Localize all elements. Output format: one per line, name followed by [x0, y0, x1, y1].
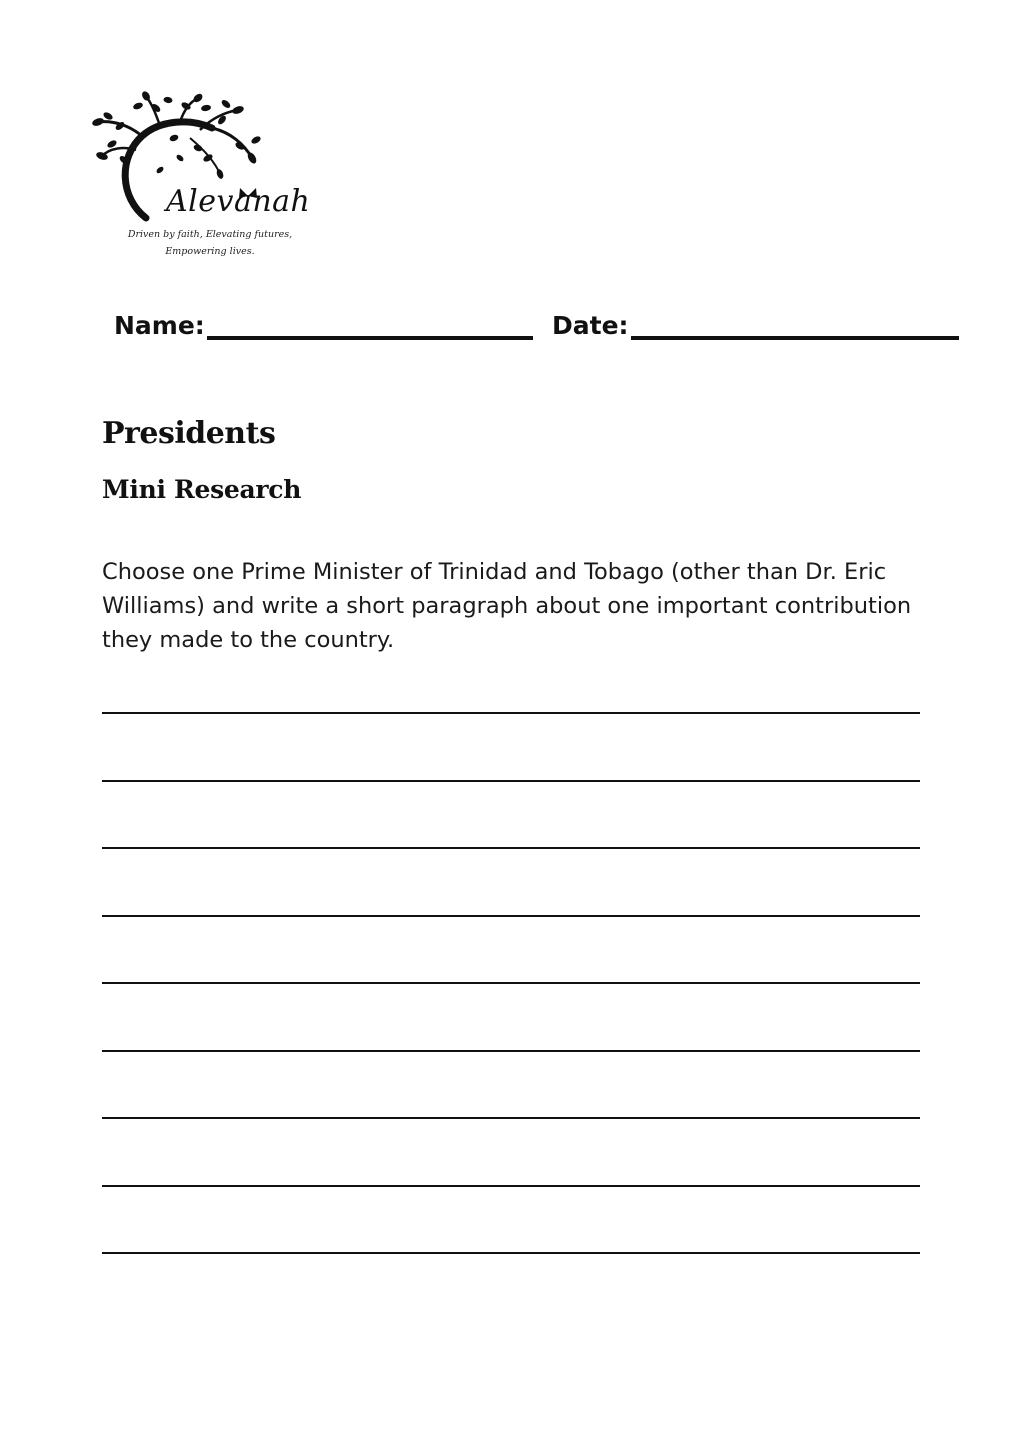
page-subtitle: Mini Research [102, 475, 302, 504]
answer-line[interactable] [102, 982, 920, 984]
answer-line[interactable] [102, 847, 920, 849]
answer-line[interactable] [102, 780, 920, 782]
brand-logo [80, 88, 311, 263]
name-label: Name: [114, 311, 205, 340]
logo-wordmark: Alevanah [166, 184, 311, 219]
name-field[interactable] [114, 310, 533, 340]
date-blank-line[interactable] [631, 310, 959, 340]
date-field[interactable] [552, 310, 959, 340]
answer-line[interactable] [102, 1117, 920, 1119]
name-blank-line[interactable] [207, 310, 533, 340]
page-title: Presidents [102, 416, 276, 451]
answer-line[interactable] [102, 915, 920, 917]
logo-tagline [100, 226, 320, 260]
answer-line[interactable] [102, 1185, 920, 1187]
date-label: Date: [552, 311, 629, 340]
logo-tagline-line-2: Empowering lives. [165, 246, 255, 257]
logo-tagline-line-1: Driven by faith, Elevating futures, [127, 229, 293, 240]
answer-line[interactable] [102, 1050, 920, 1052]
answer-line[interactable] [102, 712, 920, 714]
instructions-text: Choose one Prime Minister of Trinidad and Tobago (other than Dr. Eric Williams) and write a short paragraph about one important contribution they made to the country. [102, 559, 912, 653]
answer-line[interactable] [102, 1252, 920, 1254]
